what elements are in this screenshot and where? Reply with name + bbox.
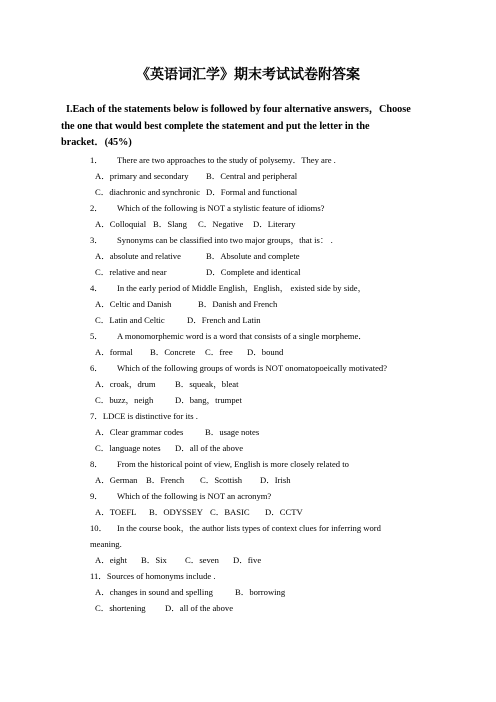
question-4 (90, 281, 366, 296)
question-number: 7． (90, 411, 103, 421)
option: A．changes in sound and spelling (95, 587, 213, 597)
options-row (95, 249, 300, 264)
options-row (95, 425, 259, 440)
option: B．Central and peripheral (206, 171, 298, 181)
options-row (95, 217, 295, 232)
options-row (95, 345, 283, 360)
option: A．German (95, 475, 138, 485)
question-text: Which of the following is NOT an acronym? (117, 491, 272, 501)
option: A．TOEFL (95, 507, 137, 517)
question-9 (90, 489, 271, 504)
option: B．usage notes (205, 427, 260, 437)
option: C．free (205, 347, 233, 357)
option: D．Literary (253, 219, 296, 229)
options-row (95, 553, 261, 568)
options-row (95, 441, 243, 456)
options-row (95, 185, 297, 200)
question-text: Synonyms can be classified into two major groups，that is： . (117, 235, 333, 245)
options-row (95, 297, 277, 312)
options-row (95, 585, 285, 600)
option: C．buzz，neigh (95, 395, 154, 405)
question-number: 3． (90, 235, 103, 245)
question-text: LDCE is distinctive for its . (102, 411, 198, 421)
question-text: Which of the following is NOT a stylistic feature of idioms? (117, 203, 325, 213)
option: D．bang，trumpet (175, 395, 242, 405)
option: C．BASIC (210, 507, 250, 517)
instruction-line: bracket．(45%) (61, 137, 132, 148)
question-3 (90, 233, 333, 248)
question-text: A monomorphemic word is a word that consists of a single morpheme． (117, 331, 367, 341)
option: A．Celtic and Danish (95, 299, 172, 309)
option: A．Clear grammar codes (95, 427, 184, 437)
question-number: 5． (90, 331, 103, 341)
options-row (95, 377, 238, 392)
question-text: Which of the following groups of words is NOT onomatopoeically motivated? (117, 363, 388, 373)
option: D．CCTV (265, 507, 303, 517)
option: B．Danish and French (198, 299, 278, 309)
option: A．croak，drum (95, 379, 156, 389)
question-number: 11． (90, 571, 107, 581)
option: B．Absolute and complete (206, 251, 300, 261)
options-row (95, 393, 242, 408)
option: A．Colloquial (95, 219, 147, 229)
option: D．French and Latin (187, 315, 261, 325)
option: A．eight (95, 555, 127, 565)
option: C．relative and near (95, 267, 167, 277)
options-row (95, 169, 297, 184)
option: C．Negative (198, 219, 244, 229)
question-text: In the course book，the author lists types of context clues for inferring word (117, 523, 381, 533)
option: D．bound (247, 347, 284, 357)
question-10 (90, 521, 381, 536)
question-number: 10． (90, 523, 108, 533)
question-text: There are two approaches to the study of polysemy．They are . (117, 155, 336, 165)
option: B．ODYSSEY (149, 507, 203, 517)
option: C．shortening (95, 603, 146, 613)
question-6 (90, 361, 387, 376)
options-row (95, 601, 233, 616)
option: D．all of the above (175, 443, 244, 453)
question-text: Sources of homonyms include . (106, 571, 216, 581)
option: D．all of the above (165, 603, 234, 613)
options-row (95, 265, 301, 280)
question-text-continued: meaning. (90, 539, 122, 549)
question-number: 8． (90, 459, 103, 469)
question-text: In the early period of Middle English，English， existed side by side， (117, 283, 367, 293)
section-instructions (61, 102, 431, 152)
page-title: 《英语词汇学》期末考试试卷附答案 (136, 68, 360, 83)
instruction-line: I.Each of the statements below is followed by four alternative answers，Choose (66, 104, 411, 115)
option: C．language notes (95, 443, 161, 453)
option: C．diachronic and synchronic (95, 187, 201, 197)
question-5 (90, 329, 367, 344)
option: B．Six (141, 555, 167, 565)
option: D．Irish (260, 475, 291, 485)
option: A．formal (95, 347, 133, 357)
question-number: 1． (90, 155, 103, 165)
option: C．Scottish (200, 475, 243, 485)
question-1 (90, 153, 336, 168)
options-row (95, 505, 303, 520)
question-11 (90, 569, 215, 584)
option: A．primary and secondary (95, 171, 189, 181)
option: D．Complete and identical (206, 267, 301, 277)
option: D．five (233, 555, 262, 565)
question-7 (90, 409, 198, 424)
option: B．borrowing (235, 587, 286, 597)
question-number: 2． (90, 203, 103, 213)
question-number: 9． (90, 491, 103, 501)
options-row (95, 473, 291, 488)
option: D．Formal and functional (206, 187, 298, 197)
option: B．Slang (153, 219, 187, 229)
option: B．squeak，bleat (175, 379, 239, 389)
option: B．French (146, 475, 185, 485)
question-8 (90, 457, 349, 472)
instruction-line: the one that would best complete the statement and put the letter in the (61, 120, 370, 132)
options-row (95, 313, 261, 328)
option: C．seven (185, 555, 219, 565)
question-2 (90, 201, 324, 216)
option: B．Concrete (150, 347, 196, 357)
option: A．absolute and relative (95, 251, 181, 261)
option: C．Latin and Celtic (95, 315, 165, 325)
question-text: From the historical point of view, English is more closely related to (117, 459, 349, 469)
question-number: 4． (90, 283, 103, 293)
question-number: 6． (90, 363, 103, 373)
